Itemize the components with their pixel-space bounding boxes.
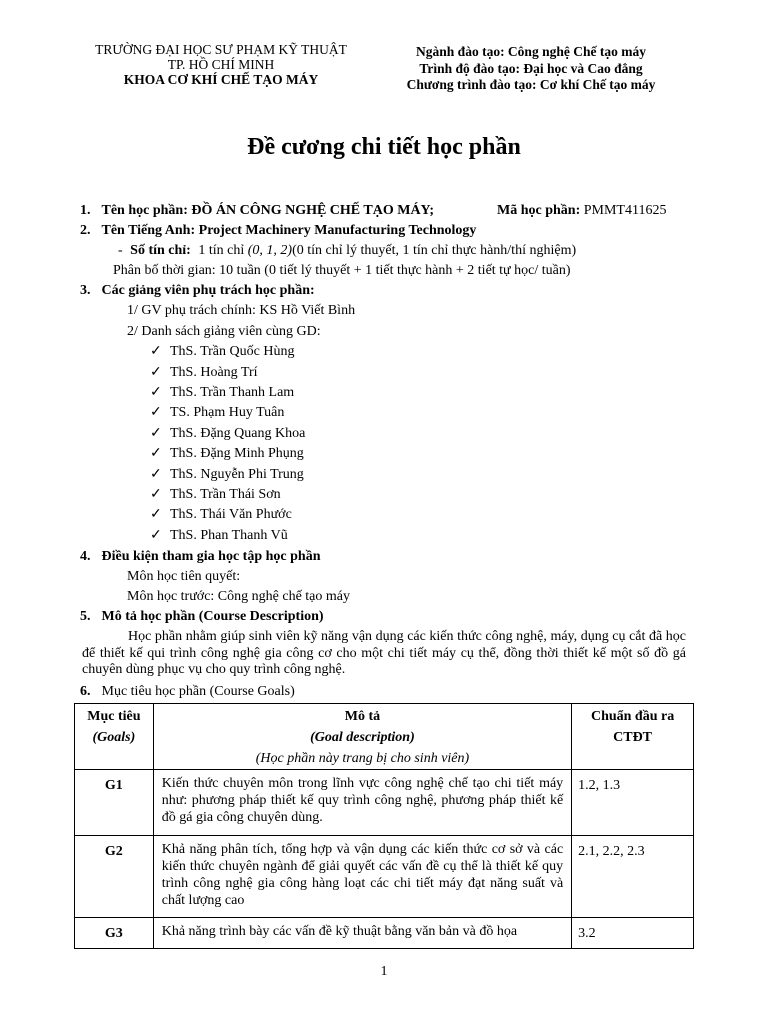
header-university [62,42,380,87]
prerequisites-heading: Điều kiện tham gia học tập học phần [101,549,321,564]
header-line: Chương trình đào tạo: Cơ khí Chế tạo máy [406,77,656,92]
section-4 [80,548,320,566]
lecturer-name: ThS. Phan Thanh Vũ [170,528,288,543]
lecturer-name: ThS. Hoàng Trí [170,365,258,380]
goal-outcomes: 2.1, 2.2, 2.3 [572,836,694,918]
section-2 [80,222,476,240]
goal-outcomes: 1.2, 1.3 [572,770,694,836]
section-number: 5. [80,609,91,624]
checkmark-icon: ✓ [150,487,162,502]
checkmark-icon: ✓ [150,365,162,380]
english-name-label: Tên Tiếng Anh: [101,223,196,238]
lecturer-item [150,466,304,484]
section-number: 4. [80,549,91,564]
header-text: (Học phần này trang bị cho sinh viên) [255,751,470,766]
main-lecturer: 1/ GV phụ trách chính: KS Hồ Viết Bình [127,303,356,318]
lecturer-name: ThS. Đặng Minh Phụng [170,446,304,461]
goal-description: Khả năng trình bày các vấn đề kỹ thuật bằng văn bản và đồ họa [153,918,571,949]
lecturer-name: ThS. Trần Quốc Hùng [170,344,295,359]
lecturer-item [150,343,294,361]
lecturer-name: ThS. Đặng Quang Khoa [170,426,306,441]
lecturer-item [150,425,305,443]
table-row [75,836,694,918]
checkmark-icon: ✓ [150,528,162,543]
header-text: Mô tả [344,709,381,724]
lecturer-item [150,445,304,463]
credits-dash: - [118,243,123,258]
header-program [378,44,684,94]
section-1 [80,202,434,220]
page-number: 1 [380,964,388,979]
goal-description: Kiến thức chuyên môn trong lĩnh vực công nghệ chế tạo chi tiết máy như: phương pháp thiết kế quy trình công nghệ, phương pháp thiết kế đồ gá gia công chuyên dùng. [153,770,571,836]
course-code [497,202,666,220]
checkmark-icon: ✓ [150,426,162,441]
header-text: CTĐT [613,730,653,745]
section-number: 6. [80,684,91,699]
lecturer-name: ThS. Trần Thái Sơn [170,487,281,502]
checkmark-icon: ✓ [150,507,162,522]
credits-line [118,242,576,260]
goal-description: Khả năng phân tích, tổng hợp và vận dụng các kiến thức cơ sở và các kiến thức chuyên ngành để giải quyết các vấn đề cụ thể là thiết kế quy trình công nghệ gia công hàng loạt các chi tiết máy đạt năng suất và chất lượng cao [153,836,571,918]
lecturer-item [150,384,294,402]
lecturer-list-title: 2/ Danh sách giảng viên cùng GD: [127,324,321,339]
table-row [75,918,694,949]
goal-id: G1 [75,770,154,836]
course-description-text: Học phần nhằm giúp sinh viên kỹ năng vận dụng các kiến thức công nghệ, máy, dụng cụ cắt đã học để thiết kế qui trình công nghệ gia công cơ cho một chi tiết máy cụ thể, đồng thời thiết kế một số đồ gá chuyên dùng phục vụ cho quy trình công nghệ. [82,629,686,677]
credits-label: Số tín chỉ: [130,243,191,258]
checkmark-icon: ✓ [150,467,162,482]
lecturer-name: ThS. Trần Thanh Lam [170,385,295,400]
credits-detail: (0 tín chỉ lý thuyết, 1 tín chỉ thực hành/thí nghiệm) [292,243,577,258]
header-text: Mục tiêu [87,709,141,724]
lecturer-name: ThS. Nguyễn Phi Trung [170,467,304,482]
lecturer-item [150,486,281,504]
prerequisite-course: Môn học tiên quyết: [127,569,241,584]
header-text: (Goal description) [310,730,415,745]
lecturer-item [150,404,284,422]
lecturers-heading: Các giảng viên phụ trách học phần: [101,283,315,298]
checkmark-icon: ✓ [150,344,162,359]
section-number: 1. [80,203,91,218]
section-3 [80,282,315,300]
section-number: 3. [80,283,91,298]
credits-breakdown: (0, 1, 2) [247,243,293,258]
description-heading: Mô tả học phần (Course Description) [101,609,324,624]
checkmark-icon: ✓ [150,446,162,461]
lecturer-name: TS. Phạm Huy Tuân [170,405,285,420]
lecturer-item [150,527,288,545]
page-title: Đề cương chi tiết học phần [247,134,521,160]
header-text: Chuẩn đầu ra [590,709,675,724]
checkmark-icon: ✓ [150,385,162,400]
header-line: KHOA CƠ KHÍ CHẾ TẠO MÁY [123,72,319,87]
prior-course: Môn học trước: Công nghệ chế tạo máy [127,589,350,604]
table-header-row [75,704,694,770]
goal-outcomes: 3.2 [572,918,694,949]
course-code-value: PMMT411625 [583,203,667,218]
course-code-label: Mã học phần: [497,203,581,218]
credits-count: 1 tín chỉ [198,243,245,258]
english-name-value: Project Machinery Manufacturing Technology [198,223,477,238]
description-column-header [153,704,571,770]
lecturer-item [150,506,292,524]
course-name-value: ĐỒ ÁN CÔNG NGHỆ CHẾ TẠO MÁY; [191,203,435,218]
goals-heading: Mục tiêu học phần (Course Goals) [101,684,295,699]
header-line: Trình độ đào tạo: Đại học và Cao đẳng [419,60,643,76]
course-name-label: Tên học phần: [101,203,188,218]
goal-id: G3 [75,918,154,949]
lecturer-item [150,364,258,382]
section-5 [80,608,324,626]
time-allocation: Phân bố thời gian: 10 tuần (0 tiết lý thuyết + 1 tiết thực hành + 2 tiết tự học/ tuần) [113,263,571,278]
goals-column-header [75,704,154,770]
header-line: TP. HỒ CHÍ MINH [167,57,275,72]
section-number: 2. [80,223,91,238]
section-6 [80,683,295,701]
header-text: (Goals) [92,730,136,745]
lecturer-name: ThS. Thái Văn Phước [170,507,292,522]
header-line: TRƯỜNG ĐẠI HỌC SƯ PHẠM KỸ THUẬT [95,42,347,57]
header-line: Ngành đào tạo: Công nghệ Chế tạo máy [416,44,646,59]
table-row [75,770,694,836]
outcomes-column-header [572,704,694,770]
goal-id: G2 [75,836,154,918]
goals-table [74,703,694,949]
course-description [82,629,686,679]
checkmark-icon: ✓ [150,405,162,420]
